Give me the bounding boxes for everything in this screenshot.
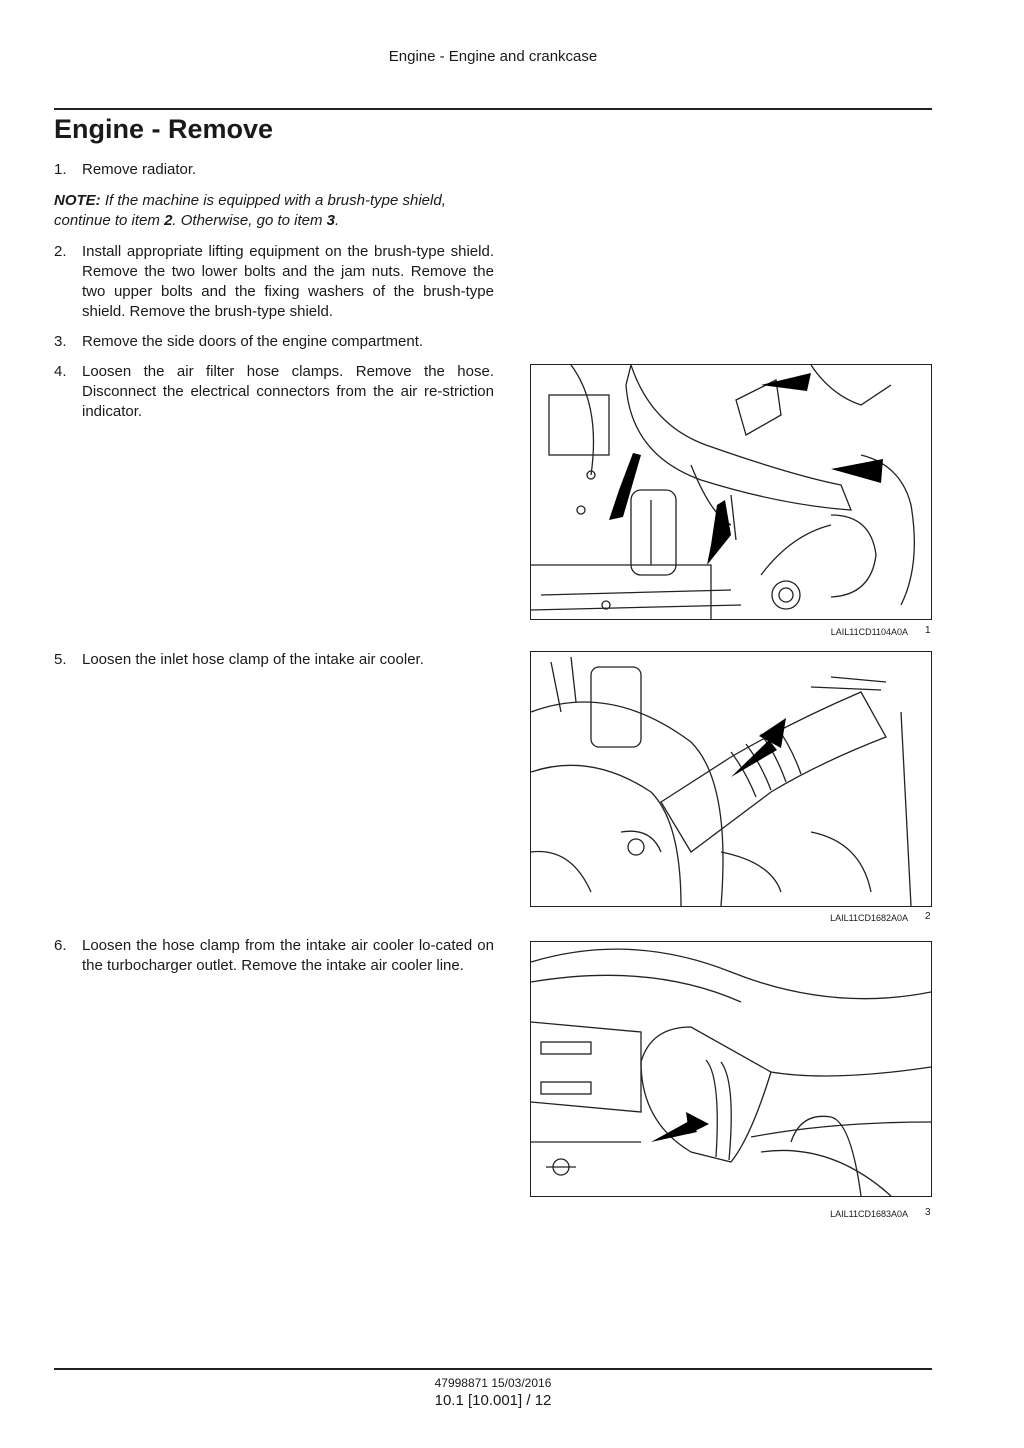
step-5 xyxy=(54,650,494,670)
step-6 xyxy=(54,936,494,976)
step-2 xyxy=(54,242,494,322)
header-rule xyxy=(54,108,932,110)
figure-number: 2 xyxy=(925,911,931,922)
step-number: 3. xyxy=(54,333,67,350)
running-header: Engine - Engine and crankcase xyxy=(388,48,598,65)
note-text: If the machine is equipped with a brush-type shield, continue to item xyxy=(54,192,446,229)
figure-code: LAIL11CD1682A0A xyxy=(830,913,908,923)
step-text: Remove the side doors of the engine compartment. xyxy=(82,333,424,350)
step-3 xyxy=(54,332,494,352)
figure-2-intake-air-cooler-inlet xyxy=(530,651,932,907)
note-label: NOTE: xyxy=(54,192,101,209)
note xyxy=(54,191,494,231)
page-title: Engine - Remove xyxy=(54,114,274,144)
step-number: 5. xyxy=(54,651,67,668)
figure-1-air-filter-hose xyxy=(530,364,932,620)
figure-number: 1 xyxy=(925,625,931,636)
step-number: 6. xyxy=(54,937,67,954)
step-4 xyxy=(54,362,494,422)
footer-doc-info: 47998871 15/03/2016 xyxy=(434,1376,552,1390)
step-number: 1. xyxy=(54,161,67,178)
note-item-ref: 3 xyxy=(326,212,335,229)
footer-rule xyxy=(54,1368,932,1370)
step-number: 2. xyxy=(54,243,67,260)
step-text: Install appropriate lifting equipment on the brush-type shield. Remove the two lower bolts and the jam nuts. Remove the two upper bolts and the fixing washers of the brush-type shield. Remove the brush-type shield. xyxy=(82,243,494,320)
step-text: Remove radiator. xyxy=(82,161,197,178)
figure-number: 3 xyxy=(925,1207,931,1218)
note-text: . xyxy=(334,212,340,229)
step-1 xyxy=(54,160,494,180)
step-number: 4. xyxy=(54,363,67,380)
note-item-ref: 2 xyxy=(164,212,173,229)
step-text: Loosen the air filter hose clamps. Remove the hose. Disconnect the electrical connectors from the air re-striction indicator. xyxy=(82,363,494,420)
figure-code: LAIL11CD1104A0A xyxy=(830,627,908,637)
step-text: Loosen the inlet hose clamp of the intake air cooler. xyxy=(82,651,424,668)
figure-code: LAIL11CD1683A0A xyxy=(830,1209,908,1219)
note-text: . Otherwise, go to item xyxy=(172,212,327,229)
figure-3-turbocharger-outlet-hose xyxy=(530,941,932,1197)
footer-page-number: 10.1 [10.001] / 12 xyxy=(434,1392,552,1409)
step-text: Loosen the hose clamp from the intake air cooler lo-cated on the turbocharger outlet. Remove the intake air cooler line. xyxy=(82,937,494,974)
